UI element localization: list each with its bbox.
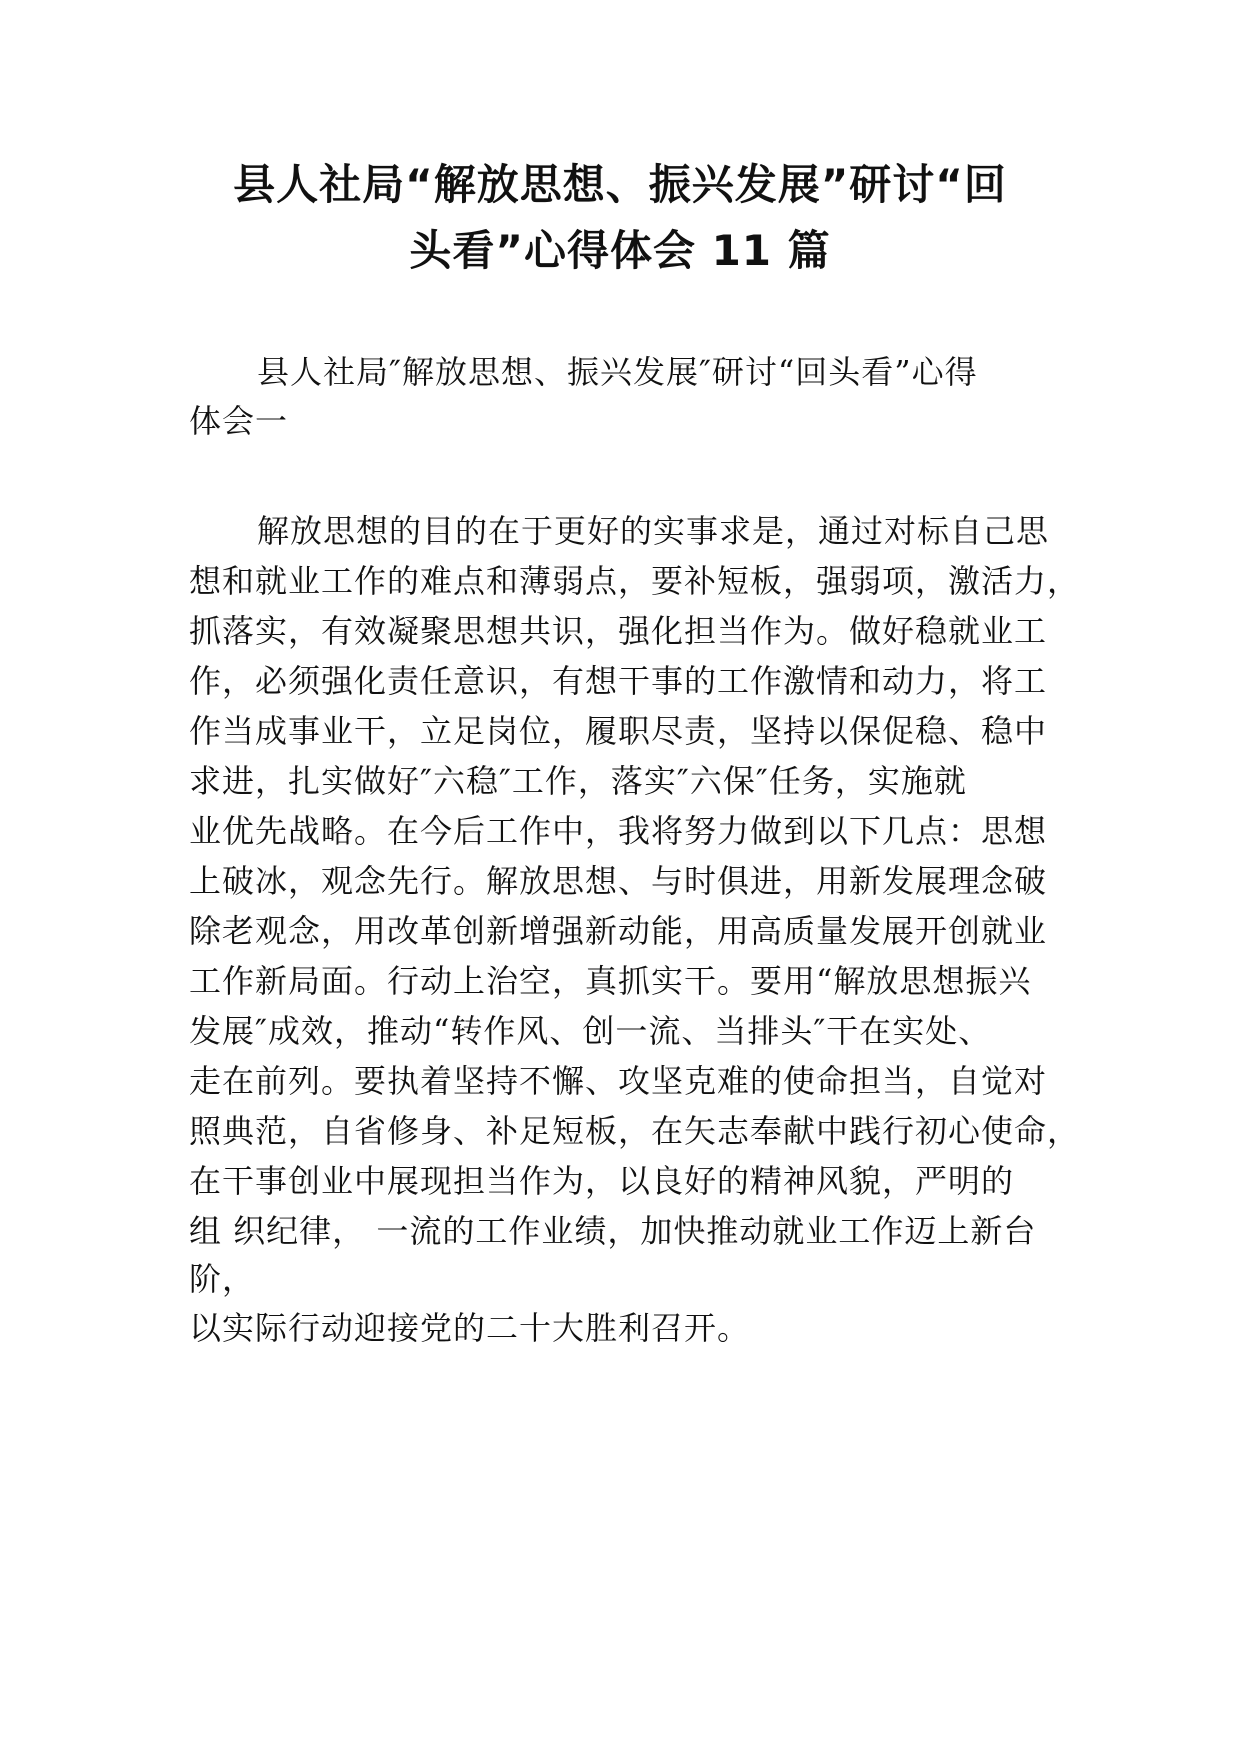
subtitle-line: 县人社局″解放思想、振兴发展″研讨“回头看”心得 <box>257 353 978 391</box>
paragraph-line: 想和就业工作的难点和薄弱点，要补短板，强弱项，激活力， <box>189 562 1081 600</box>
paragraph-line: 照典范，自省修身、补足短板，在矢志奉献中践行初心使命， <box>189 1112 1081 1150</box>
paragraph-line: 以实际行动迎接党的二十大胜利召开。 <box>189 1309 751 1347</box>
paragraph-line: 抓落实，有效凝聚思想共识，强化担当作为。做好稳就业工 <box>189 612 1048 650</box>
paragraph-line: 作当成事业干，立足岗位，履职尽责，坚持以保促稳、稳中 <box>189 712 1048 750</box>
paragraph-line: 求进，扎实做好″六稳″工作，落实″六保″任务，实施就 <box>189 762 967 800</box>
paragraph-line: 发展″成效，推动“转作风、创一流、当排头″干在实处、 <box>189 1012 992 1050</box>
paragraph-line: 在干事创业中展现担当作为，以良好的精神风貌，严明的 <box>189 1162 1015 1200</box>
paragraph-line: 阶， <box>189 1260 256 1298</box>
paragraph-line: 除老观念，用改革创新增强新动能，用高质量发展开创就业 <box>189 912 1048 950</box>
paragraph-line: 上破冰，观念先行。解放思想、与时俱进，用新发展理念破 <box>189 862 1048 900</box>
title-line: 头看”心得体会 11 篇 <box>409 226 831 275</box>
document-title <box>180 152 1060 284</box>
paragraph-line: 业优先战略。在今后工作中，我将努力做到以下几点：思想 <box>189 812 1048 850</box>
title-line: 县人社局“解放思想、振兴发展”研讨“回 <box>233 160 1007 209</box>
paragraph-line: 作，必须强化责任意识，有想干事的工作激情和动力，将工 <box>189 662 1048 700</box>
subtitle-line: 体会一 <box>189 402 289 440</box>
paragraph-line: 组 织纪律， 一流的工作业绩，加快推动就业工作迈上新台 <box>189 1212 1037 1250</box>
paragraph-line: 工作新局面。行动上治空，真抓实干。要用“解放思想振兴 <box>189 962 1032 1000</box>
paragraph-line: 走在前列。要执着坚持不懈、攻坚克难的使命担当，自觉对 <box>189 1062 1048 1100</box>
paragraph-line: 解放思想的目的在于更好的实事求是，通过对标自己思 <box>257 512 1050 550</box>
